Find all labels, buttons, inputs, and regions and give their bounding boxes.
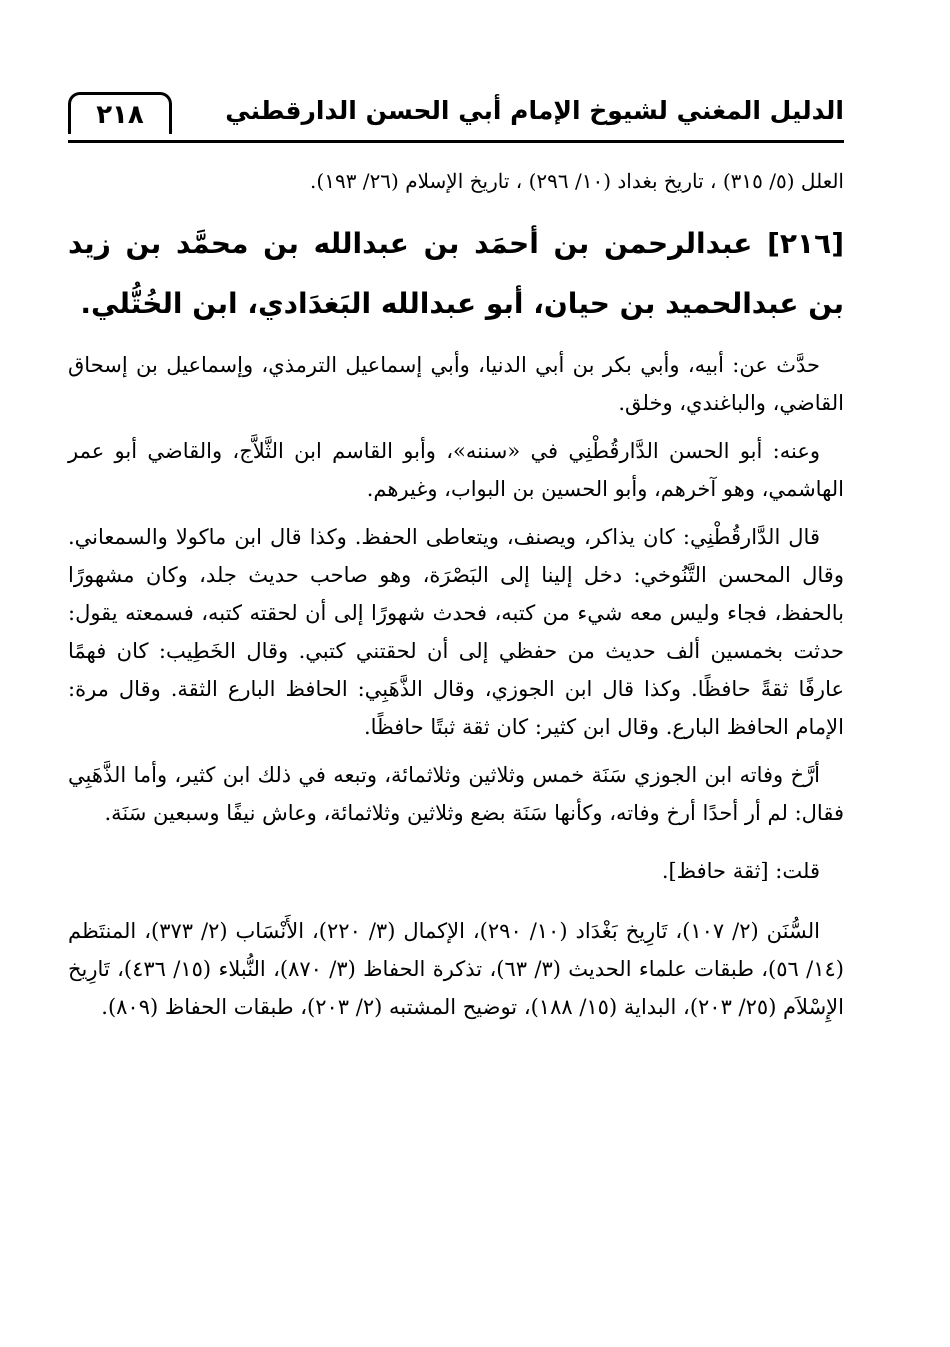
running-title: الدليل المغني لشيوخ الإمام أبي الحسن الدارقطني bbox=[225, 96, 844, 125]
paragraph-narrated-from: حدَّث عن: أبيه، وأبي بكر بن أبي الدنيا، وأبي إسماعيل الترمذي، وإسماعيل بن إسحاق القاضي، والباغندي، وخلق. bbox=[68, 353, 844, 415]
book-page bbox=[68, 90, 844, 1026]
paragraph-death-date: أرَّخ وفاته ابن الجوزي سَنَة خمس وثلاثين وثلاثمائة، وتبعه في ذلك ابن كثير، وأما الذَّهَبِي فقال: لم أر أحدًا أرخ وفاته، وكأنها سَنَة بضع وثلاثين وثلاثمائة، وعاش نيفًا وسبعين سَنَة. bbox=[68, 763, 844, 825]
paragraph-narrators: وعنه: أبو الحسن الدَّارقُطْنِي في «سننه»، وأبو القاسم ابن الثَّلاَّج، والقاضي أبو عمر الهاشمي، وهو آخرهم، وأبو الحسين بن البواب، وغيرهم. bbox=[68, 439, 844, 501]
header-divider bbox=[68, 140, 844, 143]
paragraph-assessments: قال الدَّارقُطْنِي: كان يذاكر، ويصنف، ويتعاطى الحفظ. وكذا قال ابن ماكولا والسمعاني. وقال المحسن التَّنُوخي: دخل إلينا إلى البَصْرَة، وهو صاحب حديث جلد، وكان مشهورًا بالحفظ، فجاء وليس معه شيء من كتبه، فحدث شهورًا إلى أن لحقته كتبه، فسمعته يقول: حدثت بخمسين ألف حديث من حفظي إلى أن لحقتني كتبي. وقال الخَطِيب: كان فهمًا عارفًا ثقةً حافظًا. وكذا قال ابن الجوزي، وقال الذَّهَبِي: الحافظ البارع الثقة. وقال مرة: الإمام الحافظ البارع. وقال ابن كثير: كان ثقة ثبتًا حافظًا. bbox=[68, 525, 844, 739]
carryover-references: العلل (٥/ ٣١٥) ، تاريخ بغداد (١٠/ ٢٩٦) ، تاريخ الإسلام (٢٦/ ١٩٣). bbox=[310, 169, 844, 193]
entry-heading: [٢١٦] عبدالرحمن بن أحمَد بن عبدالله بن محمَّد بن زيد بن عبدالحميد بن حيان، أبو عبدالله البَغدَادي، ابن الخُتُّلي. bbox=[68, 227, 844, 320]
page-number: ٢١٨ bbox=[68, 92, 172, 134]
author-verdict: قلت: [ثقة حافظ]. bbox=[661, 859, 820, 883]
source-references: السُّنَن (٢/ ١٠٧)، تَارِيخ بَغْدَاد (١٠/ ٢٩٠)، الإكمال (٣/ ٢٢٠)، الأَنْسَاب (٢/ ٣٧٣)، المنتَظم (١٤/ ٥٦)، طبقات علماء الحديث (٣/ ٦٣)، تذكرة الحفاظ (٣/ ٨٧٠)، النُّبلاء (١٥/ ٤٣٦)، تَارِيخ الإِسْلاَم (٢٥/ ٢٠٣)، البداية (١٥/ ١٨٨)، توضيح المشتبه (٢/ ٢٠٣)، طبقات الحفاظ (٨٠٩). bbox=[68, 919, 844, 1019]
page-header bbox=[68, 90, 844, 146]
